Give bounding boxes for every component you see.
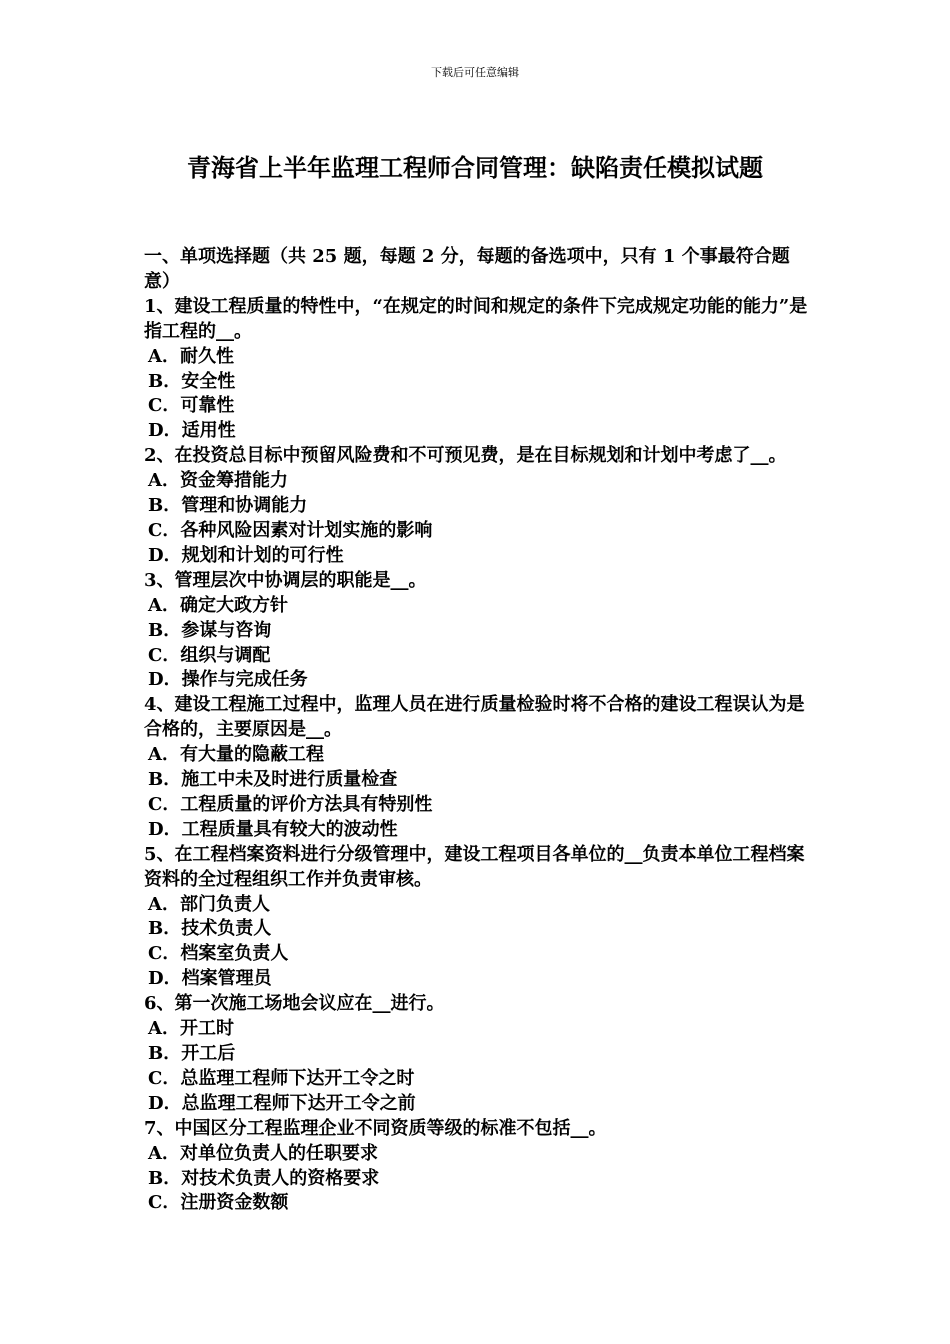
option-b: B．参谋与咨询 [148, 619, 272, 641]
page-header: 下载后可任意编辑 [431, 66, 519, 79]
option-list [144, 345, 816, 445]
option-b: B．对技术负责人的资格要求 [148, 1167, 380, 1189]
option-c: C．组织与调配 [148, 644, 271, 666]
option-c: C．可靠性 [148, 395, 235, 417]
question-stem: 6、第一次施工场地会议应在__进行。 [144, 993, 445, 1015]
option-c: C．总监理工程师下达开工令之时 [148, 1067, 415, 1089]
option-list [144, 1142, 816, 1217]
option-b: B．施工中未及时进行质量检查 [148, 769, 398, 791]
option-c: C．档案室负责人 [148, 943, 289, 965]
question-item [144, 843, 816, 992]
option-a: A．有大量的隐蔽工程 [148, 744, 324, 766]
option-d: D．操作与完成任务 [148, 669, 308, 691]
option-b: B．管理和协调能力 [148, 495, 308, 517]
option-a: A．耐久性 [148, 345, 234, 367]
question-item [144, 295, 816, 444]
question-stem: 3、管理层次中协调层的职能是__。 [144, 569, 427, 591]
question-item [144, 569, 816, 694]
option-list [144, 743, 816, 843]
option-list [144, 893, 816, 993]
option-a: A．确定大政方针 [148, 594, 288, 616]
question-list [144, 295, 816, 1217]
option-d: D．总监理工程师下达开工令之前 [148, 1092, 416, 1114]
question-stem: 2、在投资总目标中预留风险费和不可预见费，是在目标规划和计划中考虑了__。 [144, 445, 787, 467]
question-item [144, 992, 816, 1117]
option-c: C．工程质量的评价方法具有特别性 [148, 793, 433, 815]
option-d: D．工程质量具有较大的波动性 [148, 818, 398, 840]
option-a: A．开工时 [148, 1018, 234, 1040]
option-d: D．档案管理员 [148, 968, 272, 990]
option-b: B．安全性 [148, 370, 236, 392]
question-item [144, 444, 816, 569]
question-item [144, 693, 816, 842]
question-stem: 4、建设工程施工过程中，监理人员在进行质量检验时将不合格的建设工程误认为是合格的，主要原因是__。 [144, 694, 805, 741]
question-stem: 5、在工程档案资料进行分级管理中，建设工程项目各单位的__负责本单位工程档案资料的全过程组织工作并负责审核。 [144, 843, 805, 890]
option-a: A．对单位负责人的任职要求 [148, 1142, 378, 1164]
section-heading: 一、单项选择题（共 25 题，每题 2 分，每题的备选项中，只有 1 个事最符合题意） [144, 246, 790, 292]
document-title: 青海省上半年监理工程师合同管理：缺陷责任模拟试题 [187, 153, 763, 182]
option-list [144, 469, 816, 569]
option-c: C．注册资金数额 [148, 1192, 289, 1214]
option-b: B．开工后 [148, 1043, 236, 1064]
option-d: D．适用性 [148, 420, 236, 442]
option-list [144, 1017, 816, 1117]
document-body [144, 245, 816, 1216]
option-b: B．技术负责人 [148, 918, 272, 940]
option-list [144, 594, 816, 694]
option-a: A．资金筹措能力 [148, 470, 288, 492]
option-d: D．规划和计划的可行性 [148, 544, 344, 566]
question-stem: 1、建设工程质量的特性中，“在规定的时间和规定的条件下完成规定功能的能力”是指工程的__。 [144, 295, 808, 342]
option-a: A．部门负责人 [148, 893, 270, 915]
option-c: C．各种风险因素对计划实施的影响 [148, 519, 433, 541]
question-item [144, 1117, 816, 1217]
question-stem: 7、中国区分工程监理企业不同资质等级的标准不包括__。 [144, 1117, 607, 1139]
